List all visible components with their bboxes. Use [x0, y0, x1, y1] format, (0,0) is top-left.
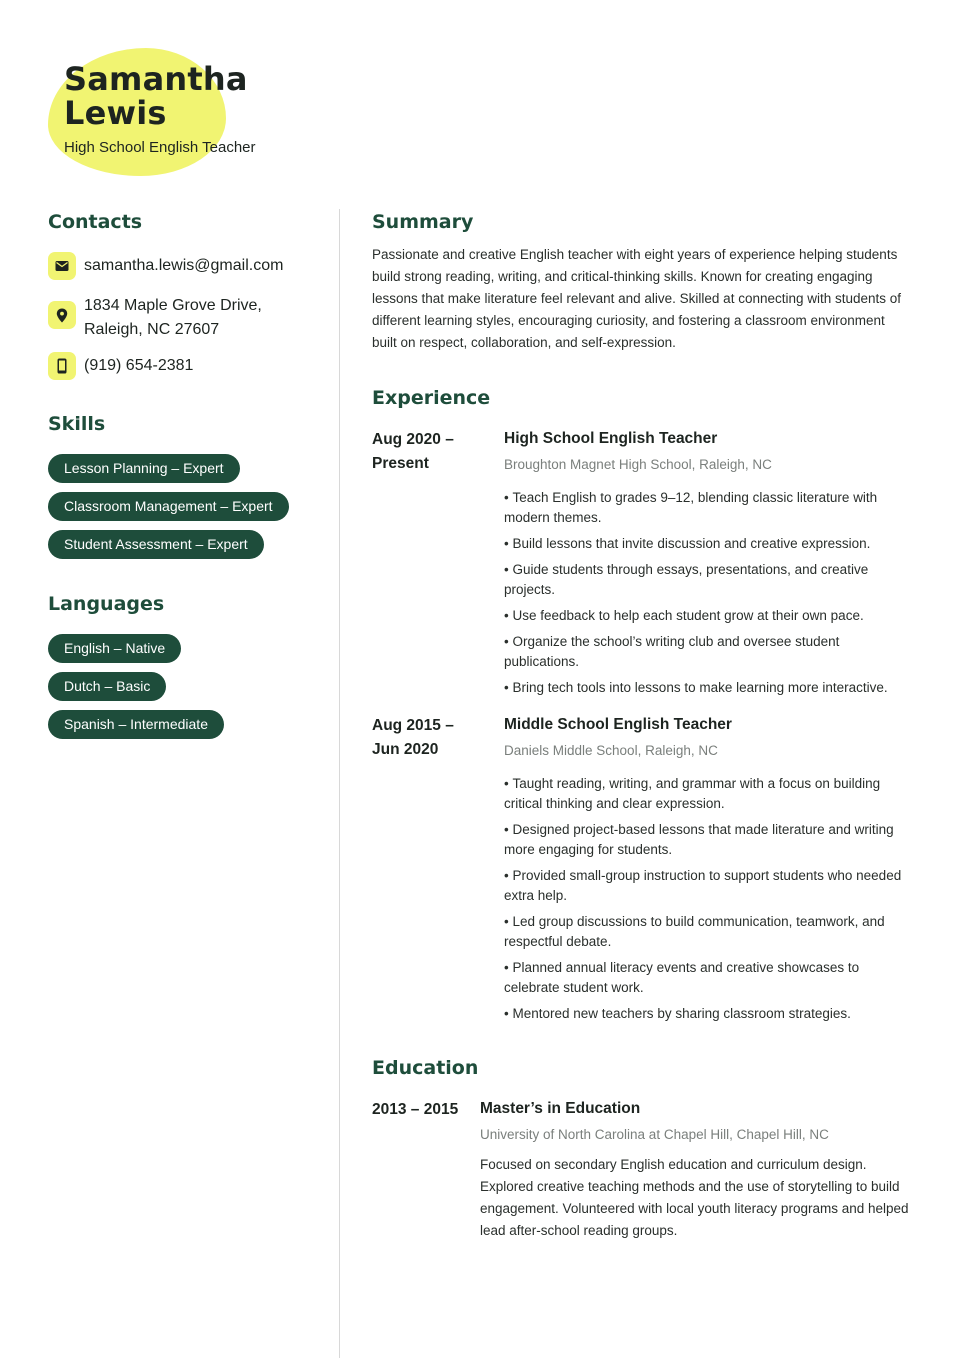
contacts-heading: Contacts [48, 211, 143, 233]
school-name: University of North Carolina at Chapel Hill, Chapel Hill, NC [480, 1127, 829, 1142]
degree-title: Master’s in Education [480, 1100, 641, 1117]
job-dates [372, 714, 454, 762]
job-date-start: Aug 2015 – [372, 717, 454, 734]
job-bullets [504, 774, 914, 1030]
skill-pill: Classroom Management – Expert [48, 492, 289, 521]
job-bullet: • Taught reading, writing, and grammar with a focus on building critical thinking and clear expression. [504, 774, 914, 814]
job-title: High School English Teacher [504, 430, 718, 447]
address-line-1: 1834 Maple Grove Drive, [84, 297, 262, 314]
contact-address [48, 292, 262, 342]
phone-text: (919) 654-2381 [84, 357, 194, 374]
job-bullet: • Guide students through essays, presentations, and creative projects. [504, 560, 914, 600]
skill-pill: Student Assessment – Expert [48, 530, 264, 559]
email-text: samantha.lewis@gmail.com [84, 257, 284, 274]
contact-email[interactable] [48, 252, 283, 280]
address-line-2: Raleigh, NC 27607 [84, 321, 220, 338]
job-bullet: • Teach English to grades 9–12, blending classic literature with modern themes. [504, 488, 914, 528]
skills-heading: Skills [48, 413, 106, 435]
education-heading: Education [372, 1057, 479, 1079]
job-bullet: • Bring tech tools into lessons to make learning more interactive. [504, 678, 914, 698]
language-pill: Spanish – Intermediate [48, 710, 224, 739]
job-bullet: • Mentored new teachers by sharing classroom strategies. [504, 1004, 914, 1024]
job-bullet: • Build lessons that invite discussion and creative expression. [504, 534, 914, 554]
phone-icon [48, 352, 76, 380]
job-dates [372, 428, 454, 476]
location-pin-icon [48, 301, 76, 329]
skill-pill: Lesson Planning – Expert [48, 454, 240, 483]
address-text [84, 292, 262, 342]
job-bullet: • Provided small-group instruction to support students who needed extra help. [504, 866, 914, 906]
job-bullet: • Planned annual literacy events and creative showcases to celebrate student work. [504, 958, 914, 998]
job-organization: Broughton Magnet High School, Raleigh, NC [504, 457, 772, 472]
education-description: Focused on secondary English education and curriculum design. Explored creative teaching methods and the use of storytelling to build engagement. Volunteered with local youth literacy programs and helped lead after-school reading groups. [480, 1157, 909, 1238]
job-bullet: • Organize the school’s writing club and oversee student publications. [504, 632, 914, 672]
job-title: Middle School English Teacher [504, 716, 732, 733]
job-date-start: Aug 2020 – [372, 431, 454, 448]
candidate-name [64, 62, 248, 130]
job-date-end: Jun 2020 [372, 741, 439, 758]
job-organization: Daniels Middle School, Raleigh, NC [504, 743, 718, 758]
job-date-end: Present [372, 455, 429, 472]
language-pill: Dutch – Basic [48, 672, 166, 701]
language-pill: English – Native [48, 634, 181, 663]
languages-heading: Languages [48, 593, 165, 615]
job-bullet: • Use feedback to help each student grow at their own pace. [504, 606, 914, 626]
education-dates: 2013 – 2015 [372, 1101, 459, 1118]
first-name: Samantha [64, 60, 248, 98]
summary-text: Passionate and creative English teacher with eight years of experience helping students build strong reading, writing, and critical-thinking skills. Known for creating engaging lessons that make literature feel relevant and alive. Skilled at connecting with students of different learning styles, encouraging curiosity, and fostering a classroom environment built on respect, collaboration, and self-expression. [372, 247, 902, 350]
summary-heading: Summary [372, 211, 474, 233]
candidate-role: High School English Teacher [64, 139, 256, 156]
contact-phone[interactable] [48, 352, 193, 380]
job-bullet: • Designed project-based lessons that made literature and writing more engaging for students. [504, 820, 914, 860]
column-divider [339, 209, 340, 1358]
job-bullets [504, 488, 914, 704]
experience-heading: Experience [372, 387, 491, 409]
job-bullet: • Led group discussions to build communication, teamwork, and respectful debate. [504, 912, 914, 952]
last-name: Lewis [64, 94, 167, 132]
envelope-icon [48, 252, 76, 280]
